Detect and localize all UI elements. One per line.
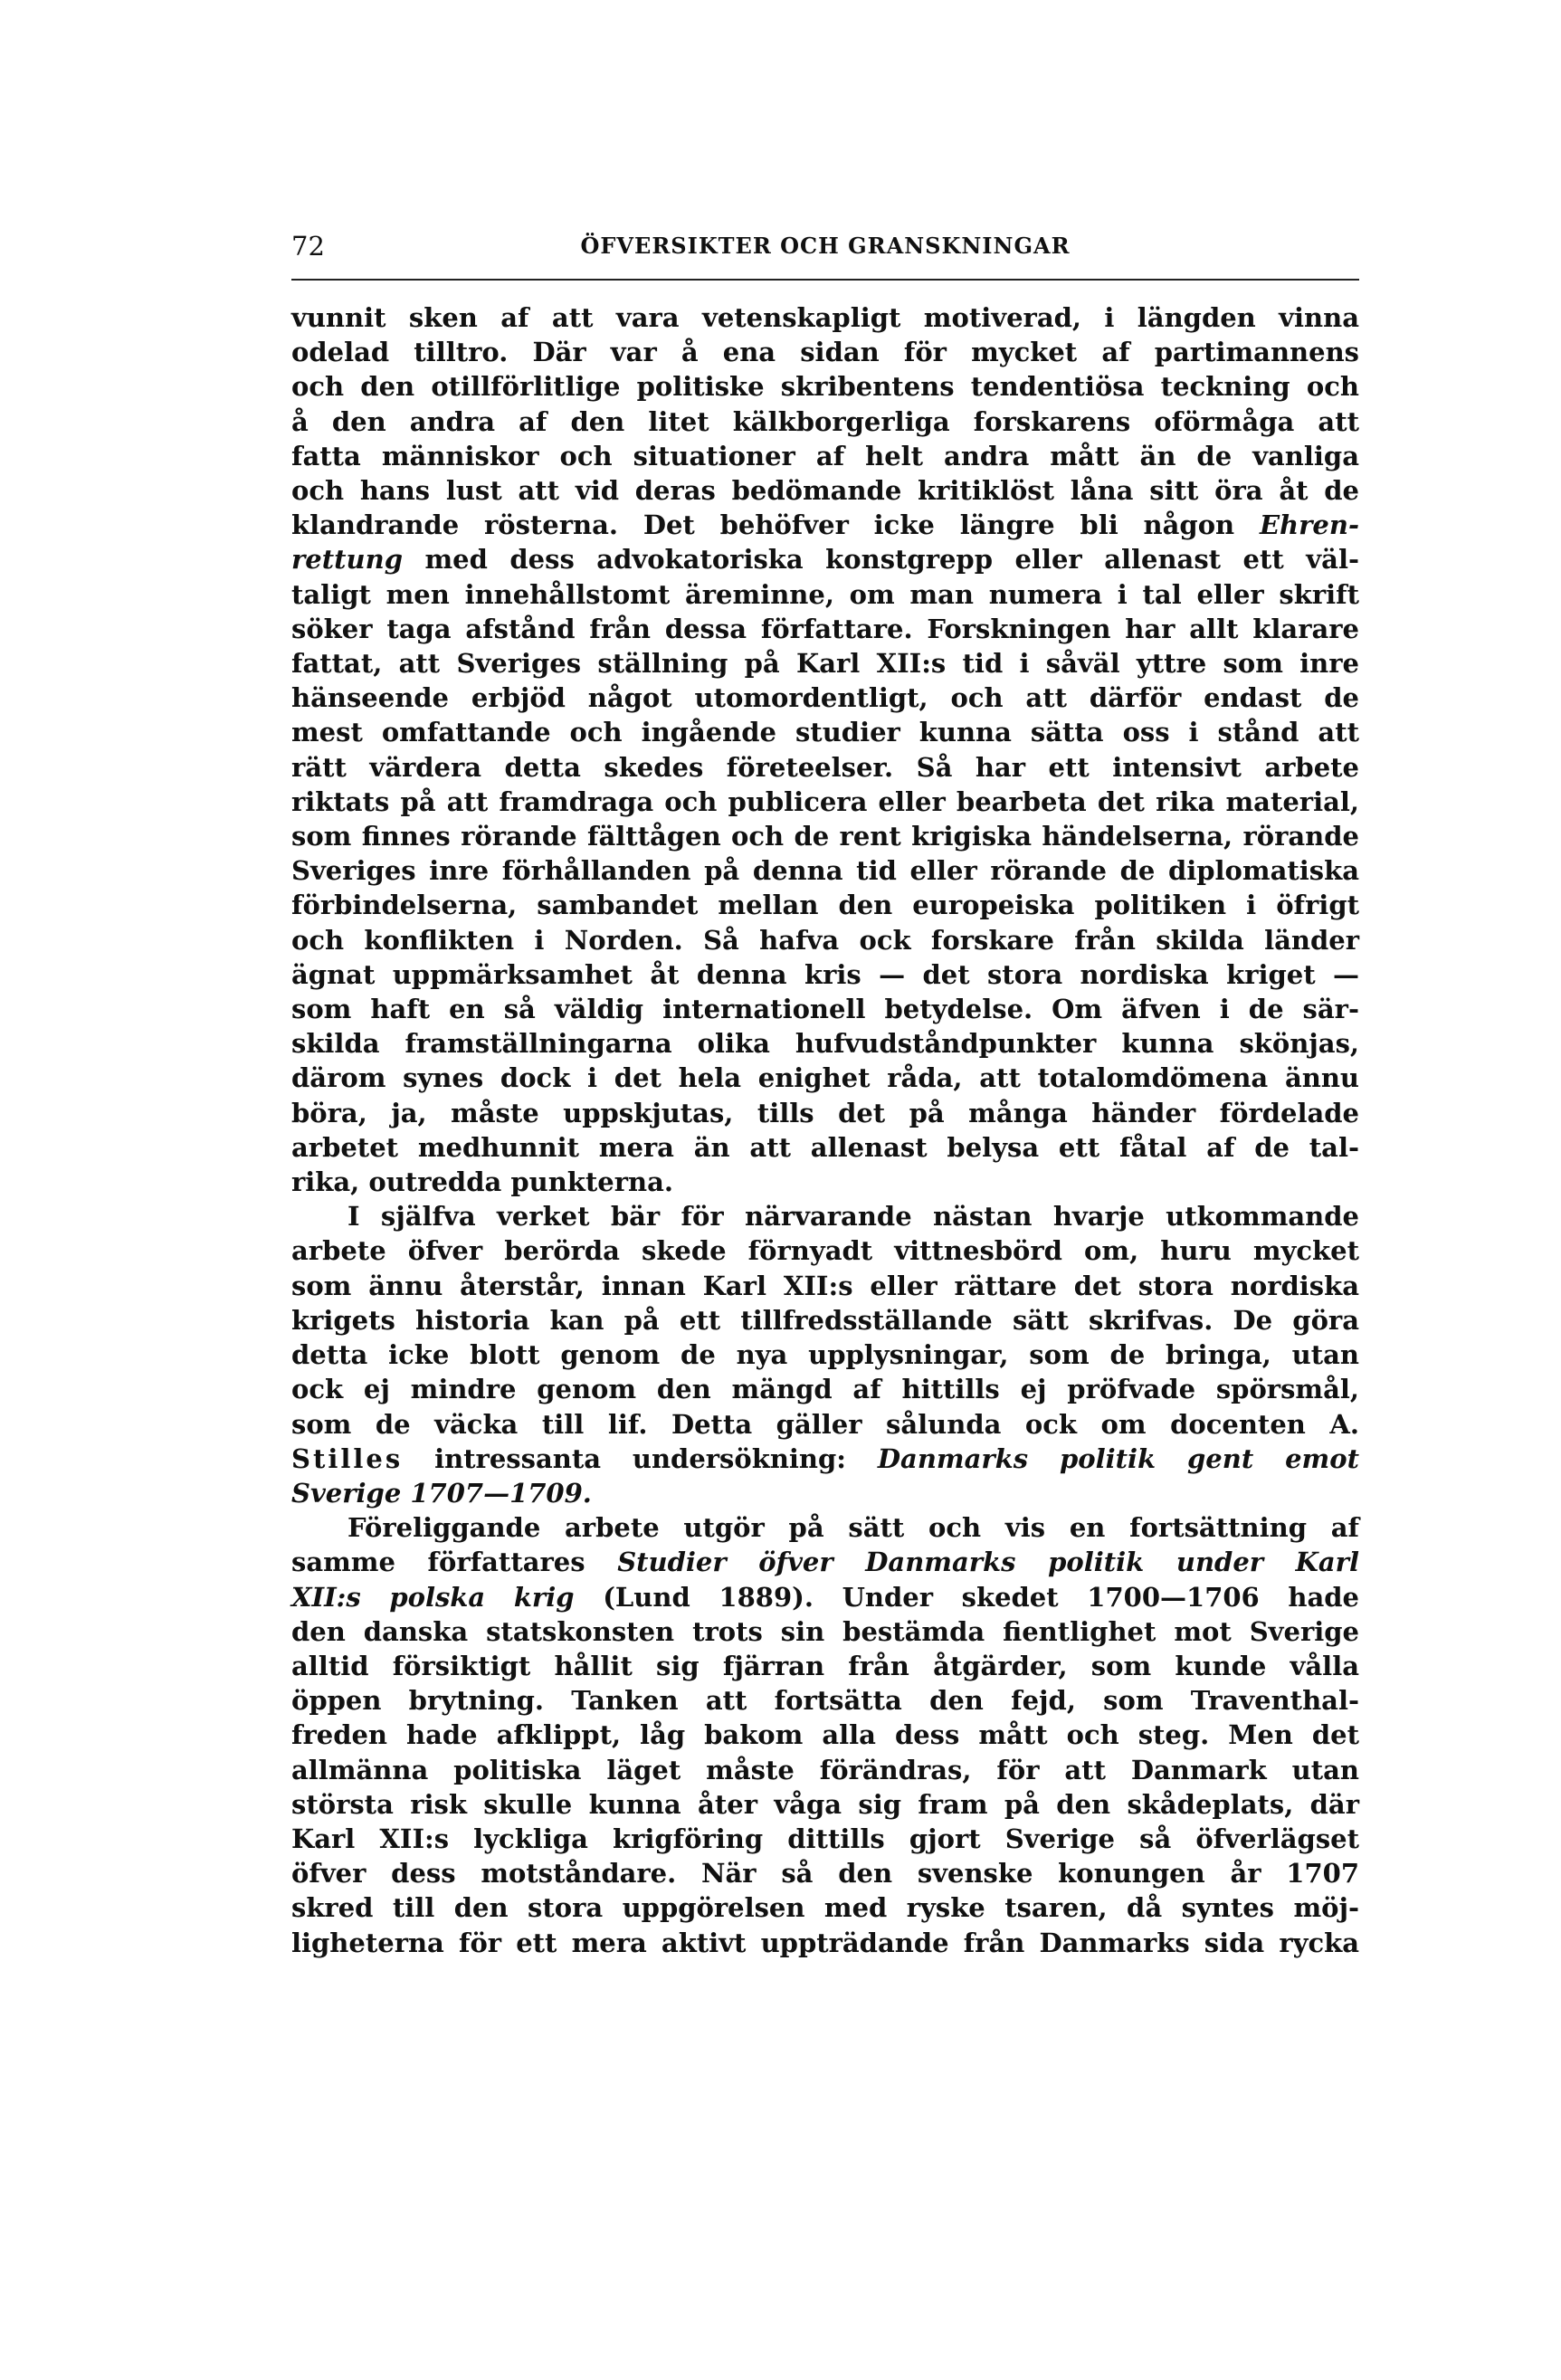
running-head (291, 224, 1359, 268)
book-title: Danmarks politik gent emot (877, 1442, 1359, 1474)
text-line: som finnes rörande fälttågen och de rent krigiska händelserna, rörande (291, 821, 1359, 852)
text-line: och konflikten i Norden. Så hafva ock forskare från skilda länder (291, 924, 1359, 956)
text-line: som de väcka till lif. Detta gäller sålunda ock om docenten A. (291, 1408, 1359, 1440)
text-line: ligheterna för ett mera aktivt uppträdande från Danmarks sida rycka (291, 1927, 1359, 1958)
italic-term: Ehren- (1259, 509, 1359, 541)
text-line: förbindelserna, sambandet mellan den europeiska politiken i öfrigt (291, 890, 1359, 921)
text-segment: intressanta undersökning: (434, 1442, 846, 1474)
text-segment: (Lund 1889). Under skedet 1700—1706 hade (603, 1581, 1359, 1613)
text-line: söker taga afstånd från dessa författare. Forskningen har allt klarare (291, 613, 1359, 644)
text-line: skred till den stora uppgörelsen med ryske tsaren, då syntes möj- (291, 1892, 1359, 1924)
text-line: rika, outredda punkterna. (291, 1166, 674, 1198)
text-line: arbetet medhunnit mera än att allenast belysa ett fåtal af de tal- (291, 1131, 1359, 1163)
text-line: öppen brytning. Tanken att fortsätta den fejd, som Traventhal- (291, 1685, 1359, 1717)
text-line: Sveriges inre förhållanden på denna tid eller rörande de diplomatiska (291, 855, 1359, 887)
text-line: Karl XII:s lyckliga krigföring dittills gjort Sverige så öfverlägset (291, 1823, 1359, 1854)
text-line (291, 508, 1359, 542)
text-line: odelad tilltro. Där var å ena sidan för mycket af partimannens (291, 337, 1359, 368)
text-line (291, 1476, 1359, 1510)
text-line: I själfva verket bär för närvarande nästan hvarje utkommande (347, 1201, 1359, 1233)
book-title: Studier öfver Danmarks politik under Karl (617, 1547, 1359, 1578)
text-line: öfver dess motståndare. När så den svenske konungen år 1707 (291, 1858, 1359, 1890)
page-number: 72 (291, 231, 325, 262)
text-line: Föreliggande arbete utgör på sätt och vis en fortsättning af (347, 1512, 1359, 1544)
text-line: detta icke blott genom de nya upplysningar, som de bringa, utan (291, 1339, 1359, 1371)
text-line: som ännu återstår, innan Karl XII:s eller rättare det stora nordiska (291, 1270, 1359, 1301)
text-line: alltid försiktigt hållit sig fjärran från åtgärder, som kunde vålla (291, 1650, 1359, 1681)
text-line: riktats på att framdraga och publicera eller bearbeta det rika material, (291, 785, 1359, 817)
text-line: freden hade afklippt, låg bakom alla dess mått och steg. Men det (291, 1719, 1359, 1751)
text-line: ock ej mindre genom den mängd af hittills ej pröfvade spörsmål, (291, 1374, 1359, 1405)
italic-term: rettung (291, 544, 403, 576)
text-line: taligt men innehållstomt äreminne, om man numera i tal eller skrift (291, 578, 1359, 610)
text-line (291, 1545, 1359, 1579)
body-text (291, 300, 1359, 1960)
text-line (291, 1442, 1359, 1476)
author-name: Stilles (291, 1442, 404, 1474)
text-segment: med dess advokatoriska konstgrepp eller allenast ett väl- (424, 544, 1359, 576)
text-line: rätt värdera detta skedes företeelser. Så har ett intensivt arbete (291, 751, 1359, 783)
text-line (291, 542, 1359, 576)
text-line: som haft en så väldig internationell betydelse. Om äfven i de sär- (291, 994, 1359, 1025)
text-line: fattat, att Sveriges ställning på Karl XII:s tid i såväl yttre som inre (291, 648, 1359, 680)
text-line: därom synes dock i det hela enighet råda, att totalomdömena ännu (291, 1062, 1359, 1094)
text-line: och hans lust att vid deras bedömande kritiklöst låna sitt öra åt de (291, 475, 1359, 507)
text-line: den danska statskonsten trots sin bestämda fientlighet mot Sverige (291, 1615, 1359, 1647)
text-line: fatta människor och situationer af helt andra mått än de vanliga (291, 440, 1359, 471)
book-title: Sverige 1707—1709. (291, 1477, 592, 1509)
text-line: ägnat uppmärksamhet åt denna kris — det stora nordiska kriget — (291, 958, 1359, 990)
text-line: och den otillförlitlige politiske skribentens tendentiösa teckning och (291, 371, 1359, 403)
text-line: krigets historia kan på ett tillfredsställande sätt skrifvas. De göra (291, 1304, 1359, 1336)
text-line: skilda framställningarna olika hufvudståndpunkter kunna skönjas, (291, 1028, 1359, 1060)
header-rule (291, 279, 1359, 281)
text-line: största risk skulle kunna åter våga sig fram på den skådeplats, där (291, 1788, 1359, 1820)
running-head-title: ÖFVERSIKTER OCH GRANSKNINGAR (580, 233, 1071, 259)
text-line (291, 1580, 1359, 1614)
text-segment: klandrande rösterna. Det behöfver icke längre bli någon (291, 509, 1235, 541)
text-line: mest omfattande och ingående studier kunna sätta oss i stånd att (291, 717, 1359, 748)
text-line: vunnit sken af att vara vetenskapligt motiverad, i längden vinna (291, 302, 1359, 333)
text-segment: samme författares (291, 1547, 585, 1578)
text-line: hänseende erbjöd något utomordentligt, och att därför endast de (291, 682, 1359, 714)
text-line: böra, ja, måste uppskjutas, tills det på många händer fördelade (291, 1097, 1359, 1128)
text-line: allmänna politiska läget måste förändras, för att Danmark utan (291, 1754, 1359, 1785)
page (291, 224, 1359, 1960)
text-line: å den andra af den litet kälkborgerliga forskarens oförmåga att (291, 405, 1359, 437)
book-title: XII:s polska krig (291, 1581, 575, 1613)
text-line: arbete öfver berörda skede förnyadt vittnesbörd om, huru mycket (291, 1235, 1359, 1267)
